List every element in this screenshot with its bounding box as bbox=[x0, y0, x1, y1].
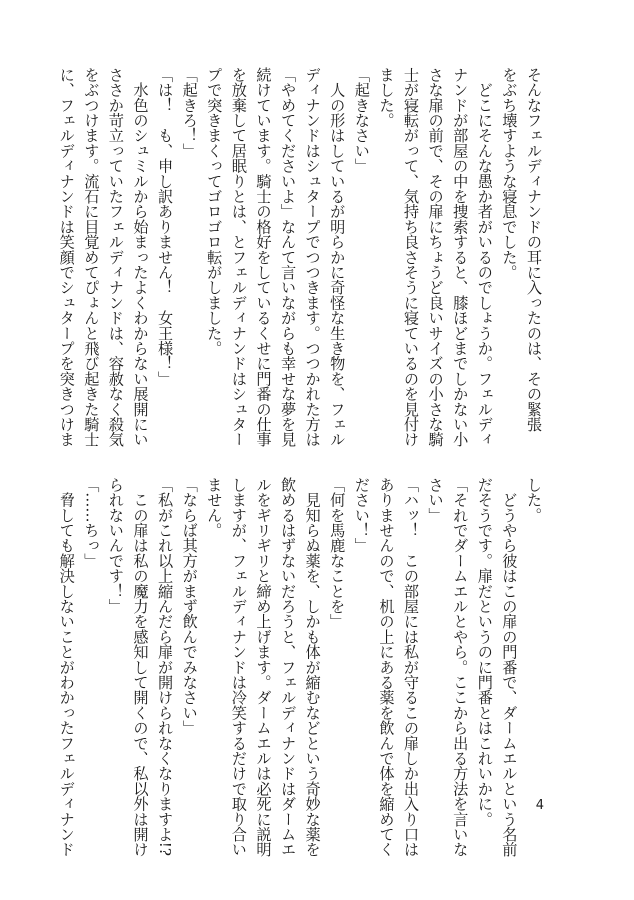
text-line: 士が寝転がって、気持ち良さそうに寝ているのを見付け bbox=[402, 67, 421, 447]
text-line: 「ハッ！ この部屋には私が守るこの扉しか出入り口は bbox=[402, 477, 421, 857]
text-line: ささか苛立っていたフェルディナンドは、容赦なく殺気 bbox=[106, 67, 125, 447]
text-block-bottom bbox=[57, 477, 546, 857]
text-line: ルをギリギリと締め上げます。ダームエルは必死に説明 bbox=[254, 477, 273, 857]
text-block-top bbox=[57, 67, 546, 447]
text-line: 飲めるはずないだろうと、フェルディナンドはダームエ bbox=[279, 477, 298, 857]
text-line: 「起きなさい」 bbox=[352, 67, 371, 174]
text-line: を放棄して居眠りとは、とフェルディナンドはシュター bbox=[229, 67, 248, 447]
text-line: 「……ちっ」 bbox=[82, 477, 101, 569]
text-line: 水色のシュミルから始まったよくわからない展開にい bbox=[131, 67, 150, 447]
text-line: 「私がこれ以上縮んだら扉が開けられなくなりますよ!? bbox=[156, 477, 175, 857]
text-line: 「何を馬鹿なことを」 bbox=[328, 477, 347, 629]
text-line: に、フェルディナンドは笑顔でシュタープを突きつけま bbox=[57, 67, 76, 447]
text-line: プで突きまくってゴロゴロ転がしました。 bbox=[205, 67, 224, 356]
text-line: 「ならば其方がまず飲んでみなさい」 bbox=[180, 477, 199, 736]
text-line: だそうです。扉だというのに門番とはこれいかに。 bbox=[475, 477, 494, 827]
text-line: この扉は私の魔力を感知して開くので、私以外は開け bbox=[131, 477, 150, 857]
text-line: そんなフェルディナンドの耳に入ったのは、その緊張 bbox=[525, 67, 543, 432]
text-line: 見知らぬ薬を、しかも体が縮むなどという奇妙な薬を bbox=[303, 477, 322, 857]
text-line: 「は！ も、申し訳ありません！ 女王様！」 bbox=[156, 67, 175, 387]
text-line: ました。 bbox=[377, 67, 396, 128]
text-line: さい」 bbox=[426, 477, 445, 523]
text-line: どこにそんな愚か者がいるのでしょうか。フェルディ bbox=[475, 67, 494, 447]
text-line: 脅しても解決しないことがわかったフェルディナンド bbox=[57, 477, 76, 857]
page-number: 4 bbox=[535, 798, 544, 813]
text-line: 「起きろ！」 bbox=[180, 67, 199, 159]
text-line: ナンドが部屋の中を捜索すると、膝ほどまでしかない小 bbox=[451, 67, 470, 447]
text-line: しますが、フェルディナンドは冷笑するだけで取り合い bbox=[229, 477, 248, 857]
text-line: をぶち壊すような寝息でした。 bbox=[500, 67, 519, 280]
text-line: どうやら彼はこの扉の門番で、ダームエルという名前 bbox=[500, 477, 519, 857]
text-line: さな扉の前で、その扉にちょうど良いサイズの小さな騎 bbox=[426, 67, 445, 447]
text-line: ありませんので、机の上にある薬を飲んで体を縮めてく bbox=[377, 477, 396, 857]
text-line: ません。 bbox=[205, 477, 224, 538]
text-line: られないんです！」 bbox=[106, 477, 125, 614]
text-line: 「それでダームエルとやら。ここから出る方法を言いな bbox=[451, 477, 470, 857]
text-line: ディナンドはシュタープでつつきます。つつかれた方は bbox=[303, 67, 322, 447]
text-line: 続けています。騎士の格好をしているくせに門番の仕事 bbox=[254, 67, 273, 447]
text-line: 「やめてくださいよ」なんて言いながらも幸せな夢を見 bbox=[279, 67, 298, 447]
text-line: ださい！」 bbox=[352, 477, 371, 553]
text-line: をぶつけます。流石に目覚めてぴょんと飛び起きた騎士 bbox=[82, 67, 101, 447]
text-line: した。 bbox=[525, 477, 543, 523]
text-line: 人の形はしているが明らかに奇怪な生き物を、フェル bbox=[328, 67, 347, 447]
